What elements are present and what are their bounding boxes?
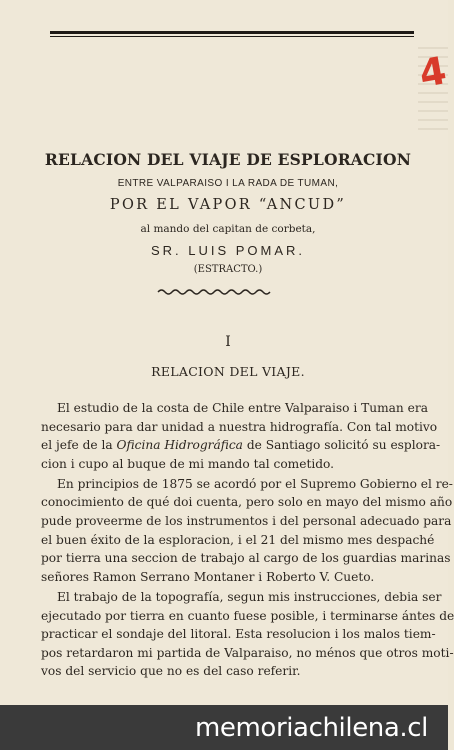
paragraph (41, 588, 454, 681)
section-title: RELACION DEL VIAJE. (151, 364, 305, 379)
body-text (41, 399, 454, 682)
text-line: necesario para dar unidad a nuestra hidrografía. Con tal motivo (41, 419, 438, 434)
text-line: conocimiento de qué doi cuenta, pero solo en mayo del mismo año (41, 495, 453, 510)
footer-bar (0, 705, 448, 750)
text-line: ejecutado por tierra en cuanto fuese posible, i terminarse ántes de (41, 608, 454, 623)
captain-name: SR. LUIS POMAR. (150, 243, 306, 258)
document-title: RELACION DEL VIAJE DE ESPLORACION (44, 150, 412, 169)
command-line: al mando del capitan de corbeta, (140, 223, 316, 235)
text-line: cion i cupo al buque de mi mando tal cometido. (41, 456, 335, 471)
italic-office-name: Oficina Hidrográfica (116, 438, 243, 453)
vessel-subtitle: POR EL VAPOR “ANCUD” (109, 197, 347, 213)
ornamental-wave-divider (158, 288, 270, 296)
section-number: I (225, 334, 231, 350)
brand-logo[interactable]: memoriachilena.cl (194, 713, 428, 743)
text-line: El estudio de la costa de Chile entre Valparaiso i Tuman era (57, 401, 428, 415)
text-line: el buen éxito de la esploracion, i el 21 del mismo mes despaché (41, 532, 435, 547)
text-segment: el jefe de la (41, 438, 117, 453)
text-line: El trabajo de la topografía, segun mis instrucciones, debia ser (57, 589, 442, 604)
text-line: practicar el sondaje del litoral. Esta resolucion i los malos tiem- (41, 627, 436, 642)
paragraph (41, 399, 441, 473)
page-number-mark (415, 45, 450, 115)
text-line: pude proveerme de los instrumentos i del personal adecuado para (41, 514, 452, 529)
top-rule-thin (50, 36, 414, 37)
excerpt-label: (ESTRACTO.) (193, 264, 263, 275)
text-line: pos retardaron mi partida de Valparaiso, no ménos que otros moti- (41, 645, 454, 660)
route-subtitle: ENTRE VALPARAISO I LA RADA DE TUMAN, (117, 178, 339, 189)
text-segment: de Santiago solicitó su esplora- (242, 438, 441, 453)
text-line (41, 436, 441, 455)
text-line: En principios de 1875 se acordó por el Supremo Gobierno el re- (57, 476, 453, 491)
paragraph (41, 475, 453, 587)
top-rule (50, 31, 414, 34)
text-line: señores Ramon Serrano Montaner i Roberto V. Cueto. (41, 569, 375, 584)
page-number-text: 4 (415, 48, 450, 97)
text-line: vos del servicio que no es del caso referir. (41, 664, 301, 679)
text-line: por tierra una seccion de trabajo al cargo de los guardias marinas (41, 551, 451, 566)
